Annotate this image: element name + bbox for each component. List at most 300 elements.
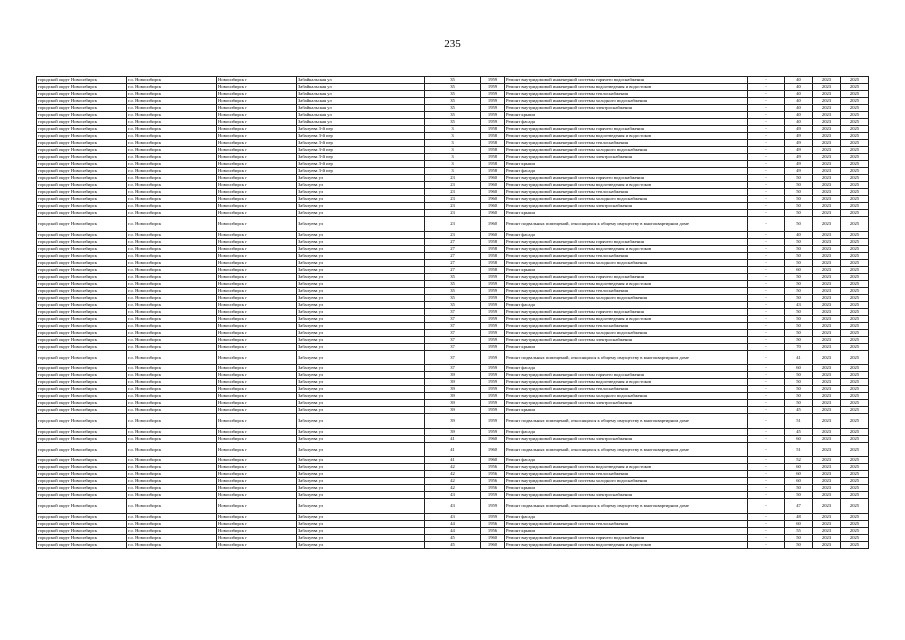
settlement-cell: Новосибирск г: [217, 464, 297, 471]
end-year-cell: 2025: [841, 336, 869, 343]
work-type-cell: Ремонт внутридомовой инженерной системы горячего водоснабжения: [505, 238, 748, 245]
settlement-cell: Новосибирск г: [217, 133, 297, 140]
cost-cell: 60: [785, 520, 813, 527]
build-year-cell: 1960: [481, 442, 505, 457]
end-year-cell: 2025: [841, 154, 869, 161]
municipality-cell: городской округ Новосибирск: [37, 238, 127, 245]
end-year-cell: 2025: [841, 343, 869, 350]
municipality-cell: городской округ Новосибирск: [37, 280, 127, 287]
street-cell: Забайкальская ул: [297, 98, 425, 105]
dash-cell: -: [748, 119, 785, 126]
dash-cell: -: [748, 259, 785, 266]
dash-cell: -: [748, 322, 785, 329]
street-cell: Забалуева ул: [297, 322, 425, 329]
house-number-cell: 43: [425, 513, 481, 520]
build-year-cell: 1959: [481, 308, 505, 315]
dash-cell: -: [748, 189, 785, 196]
municipality-cell: городской округ Новосибирск: [37, 154, 127, 161]
settlement-cell: Новосибирск г: [217, 91, 297, 98]
end-year-cell: 2025: [841, 435, 869, 442]
start-year-cell: 2023: [813, 471, 841, 478]
end-year-cell: 2025: [841, 400, 869, 407]
municipality-cell: городской округ Новосибирск: [37, 400, 127, 407]
house-number-cell: 23: [425, 189, 481, 196]
table-row: [37, 91, 869, 98]
end-year-cell: 2025: [841, 84, 869, 91]
end-year-cell: 2025: [841, 464, 869, 471]
settlement-cell: Новосибирск г: [217, 329, 297, 336]
work-type-cell: Ремонт внутридомовой инженерной системы горячего водоснабжения: [505, 372, 748, 379]
end-year-cell: 2025: [841, 442, 869, 457]
municipality-cell: городской округ Новосибирск: [37, 343, 127, 350]
house-number-cell: 27: [425, 259, 481, 266]
build-year-cell: 1960: [481, 175, 505, 182]
cost-cell: 49: [785, 133, 813, 140]
work-type-cell: Ремонт внутридомовой инженерной системы теплоснабжения: [505, 140, 748, 147]
district-cell: г.о. Новосибирск: [127, 499, 217, 514]
municipality-cell: городской округ Новосибирск: [37, 210, 127, 217]
settlement-cell: Новосибирск г: [217, 238, 297, 245]
settlement-cell: Новосибирск г: [217, 154, 297, 161]
district-cell: г.о. Новосибирск: [127, 464, 217, 471]
dash-cell: -: [748, 231, 785, 238]
cost-cell: 50: [785, 182, 813, 189]
cost-cell: 50: [785, 541, 813, 548]
work-type-cell: Ремонт внутридомовой инженерной системы водоотведения и водостоков: [505, 280, 748, 287]
cost-cell: 50: [785, 245, 813, 252]
end-year-cell: 2025: [841, 534, 869, 541]
dash-cell: -: [748, 161, 785, 168]
street-cell: Забалуева ул: [297, 259, 425, 266]
house-number-cell: 44: [425, 527, 481, 534]
work-type-cell: Ремонт внутридомовой инженерной системы электроснабжения: [505, 105, 748, 112]
end-year-cell: 2025: [841, 350, 869, 365]
start-year-cell: 2023: [813, 119, 841, 126]
work-type-cell: Ремонт внутридомовой инженерной системы холодного водоснабжения: [505, 393, 748, 400]
end-year-cell: 2025: [841, 259, 869, 266]
dash-cell: -: [748, 329, 785, 336]
district-cell: г.о. Новосибирск: [127, 315, 217, 322]
table-row: [37, 259, 869, 266]
municipality-cell: городской округ Новосибирск: [37, 245, 127, 252]
house-number-cell: 35: [425, 301, 481, 308]
municipality-cell: городской округ Новосибирск: [37, 350, 127, 365]
district-cell: г.о. Новосибирск: [127, 365, 217, 372]
settlement-cell: Новосибирск г: [217, 182, 297, 189]
settlement-cell: Новосибирск г: [217, 534, 297, 541]
dash-cell: -: [748, 126, 785, 133]
settlement-cell: Новосибирск г: [217, 259, 297, 266]
street-cell: Забалуева ул: [297, 478, 425, 485]
dash-cell: -: [748, 492, 785, 499]
end-year-cell: 2025: [841, 485, 869, 492]
district-cell: г.о. Новосибирск: [127, 147, 217, 154]
cost-cell: 50: [785, 336, 813, 343]
table-row: [37, 372, 869, 379]
end-year-cell: 2025: [841, 414, 869, 429]
house-number-cell: 23: [425, 203, 481, 210]
municipality-cell: городской округ Новосибирск: [37, 287, 127, 294]
house-number-cell: 23: [425, 231, 481, 238]
table-row: [37, 534, 869, 541]
work-type-cell: Ремонт внутридомовой инженерной системы холодного водоснабжения: [505, 329, 748, 336]
work-type-cell: Ремонт внутридомовой инженерной системы водоотведения и водостоков: [505, 379, 748, 386]
dash-cell: -: [748, 168, 785, 175]
end-year-cell: 2025: [841, 238, 869, 245]
cost-cell: 40: [785, 105, 813, 112]
district-cell: г.о. Новосибирск: [127, 301, 217, 308]
cost-cell: 50: [785, 492, 813, 499]
street-cell: Забайкальская ул: [297, 84, 425, 91]
municipality-cell: городской округ Новосибирск: [37, 196, 127, 203]
dash-cell: -: [748, 196, 785, 203]
house-number-cell: 35: [425, 84, 481, 91]
street-cell: Забалуева ул: [297, 393, 425, 400]
dash-cell: -: [748, 91, 785, 98]
house-number-cell: 23: [425, 217, 481, 232]
build-year-cell: 1959: [481, 400, 505, 407]
start-year-cell: 2023: [813, 350, 841, 365]
settlement-cell: Новосибирск г: [217, 119, 297, 126]
street-cell: Забалуева ул: [297, 492, 425, 499]
street-cell: Забалуева ул: [297, 203, 425, 210]
house-number-cell: 35: [425, 119, 481, 126]
end-year-cell: 2025: [841, 119, 869, 126]
street-cell: Забалуева ул: [297, 414, 425, 429]
street-cell: Забалуева ул: [297, 464, 425, 471]
district-cell: г.о. Новосибирск: [127, 322, 217, 329]
municipality-cell: городской округ Новосибирск: [37, 273, 127, 280]
start-year-cell: 2023: [813, 161, 841, 168]
end-year-cell: 2025: [841, 105, 869, 112]
settlement-cell: Новосибирск г: [217, 126, 297, 133]
street-cell: Забалуева ул: [297, 175, 425, 182]
start-year-cell: 2023: [813, 133, 841, 140]
build-year-cell: 1958: [481, 168, 505, 175]
work-type-cell: Ремонт внутридомовой инженерной системы горячего водоснабжения: [505, 273, 748, 280]
table-row: [37, 315, 869, 322]
cost-cell: 45: [785, 428, 813, 435]
build-year-cell: 1959: [481, 119, 505, 126]
street-cell: Забайкальская ул: [297, 77, 425, 84]
municipality-cell: городской округ Новосибирск: [37, 527, 127, 534]
build-year-cell: 1959: [481, 350, 505, 365]
municipality-cell: городской округ Новосибирск: [37, 499, 127, 514]
house-number-cell: 35: [425, 91, 481, 98]
start-year-cell: 2023: [813, 217, 841, 232]
street-cell: Забалуева ул: [297, 280, 425, 287]
house-number-cell: 37: [425, 322, 481, 329]
table-row: [37, 329, 869, 336]
dash-cell: -: [748, 343, 785, 350]
house-number-cell: 43: [425, 492, 481, 499]
end-year-cell: 2025: [841, 182, 869, 189]
build-year-cell: 1959: [481, 322, 505, 329]
municipality-cell: городской округ Новосибирск: [37, 365, 127, 372]
start-year-cell: 2023: [813, 210, 841, 217]
settlement-cell: Новосибирск г: [217, 485, 297, 492]
cost-cell: 50: [785, 210, 813, 217]
start-year-cell: 2023: [813, 98, 841, 105]
district-cell: г.о. Новосибирск: [127, 126, 217, 133]
municipality-cell: городской округ Новосибирск: [37, 471, 127, 478]
house-number-cell: 39: [425, 400, 481, 407]
district-cell: г.о. Новосибирск: [127, 98, 217, 105]
work-type-cell: Ремонт внутридомовой инженерной системы водоотведения и водостоков: [505, 84, 748, 91]
settlement-cell: Новосибирск г: [217, 365, 297, 372]
cost-cell: 50: [785, 372, 813, 379]
street-cell: Забалуева ул: [297, 252, 425, 259]
street-cell: Забалуева 3-й пер: [297, 161, 425, 168]
work-type-cell: Ремонт внутридомовой инженерной системы электроснабжения: [505, 203, 748, 210]
street-cell: Забалуева 3-й пер: [297, 154, 425, 161]
end-year-cell: 2025: [841, 231, 869, 238]
district-cell: г.о. Новосибирск: [127, 154, 217, 161]
build-year-cell: 1958: [481, 154, 505, 161]
district-cell: г.о. Новосибирск: [127, 84, 217, 91]
cost-cell: 40: [785, 231, 813, 238]
work-type-cell: Ремонт подвальных помещений, относящихся к общему имуществу в многоквартирном доме: [505, 442, 748, 457]
district-cell: г.о. Новосибирск: [127, 485, 217, 492]
start-year-cell: 2023: [813, 91, 841, 98]
settlement-cell: Новосибирск г: [217, 414, 297, 429]
district-cell: г.о. Новосибирск: [127, 393, 217, 400]
start-year-cell: 2023: [813, 189, 841, 196]
cost-cell: 50: [785, 287, 813, 294]
repair-schedule-sheet: [36, 76, 868, 549]
district-cell: г.о. Новосибирск: [127, 280, 217, 287]
settlement-cell: Новосибирск г: [217, 343, 297, 350]
end-year-cell: 2025: [841, 471, 869, 478]
cost-cell: 50: [785, 393, 813, 400]
settlement-cell: Новосибирск г: [217, 287, 297, 294]
district-cell: г.о. Новосибирск: [127, 372, 217, 379]
end-year-cell: 2025: [841, 379, 869, 386]
start-year-cell: 2023: [813, 322, 841, 329]
start-year-cell: 2023: [813, 266, 841, 273]
district-cell: г.о. Новосибирск: [127, 266, 217, 273]
work-type-cell: Ремонт фасада: [505, 365, 748, 372]
street-cell: Забалуева ул: [297, 428, 425, 435]
dash-cell: -: [748, 98, 785, 105]
dash-cell: -: [748, 238, 785, 245]
municipality-cell: городской округ Новосибирск: [37, 534, 127, 541]
start-year-cell: 2023: [813, 168, 841, 175]
work-type-cell: Ремонт фасада: [505, 428, 748, 435]
street-cell: Забалуева 3-й пер: [297, 147, 425, 154]
table-row: [37, 98, 869, 105]
street-cell: Забалуева ул: [297, 301, 425, 308]
build-year-cell: 1959: [481, 287, 505, 294]
district-cell: г.о. Новосибирск: [127, 91, 217, 98]
cost-cell: 50: [785, 175, 813, 182]
dash-cell: -: [748, 112, 785, 119]
street-cell: Забалуева ул: [297, 365, 425, 372]
build-year-cell: 1960: [481, 217, 505, 232]
house-number-cell: 41: [425, 435, 481, 442]
end-year-cell: 2025: [841, 287, 869, 294]
work-type-cell: Ремонт внутридомовой инженерной системы электроснабжения: [505, 400, 748, 407]
dash-cell: -: [748, 315, 785, 322]
table-row: [37, 457, 869, 464]
street-cell: Забалуева ул: [297, 499, 425, 514]
end-year-cell: 2025: [841, 217, 869, 232]
build-year-cell: 1956: [481, 520, 505, 527]
house-number-cell: 35: [425, 294, 481, 301]
work-type-cell: Ремонт внутридомовой инженерной системы водоотведения и водостоков: [505, 464, 748, 471]
municipality-cell: городской округ Новосибирск: [37, 231, 127, 238]
dash-cell: -: [748, 308, 785, 315]
build-year-cell: 1959: [481, 513, 505, 520]
build-year-cell: 1960: [481, 534, 505, 541]
settlement-cell: Новосибирск г: [217, 442, 297, 457]
house-number-cell: 3: [425, 154, 481, 161]
cost-cell: 40: [785, 91, 813, 98]
table-row: [37, 168, 869, 175]
work-type-cell: Ремонт подвальных помещений, относящихся к общему имуществу в многоквартирном доме: [505, 499, 748, 514]
build-year-cell: 1959: [481, 294, 505, 301]
dash-cell: -: [748, 140, 785, 147]
start-year-cell: 2023: [813, 259, 841, 266]
district-cell: г.о. Новосибирск: [127, 259, 217, 266]
end-year-cell: 2025: [841, 210, 869, 217]
street-cell: Забалуева ул: [297, 217, 425, 232]
street-cell: Забалуева ул: [297, 350, 425, 365]
street-cell: Забайкальская ул: [297, 91, 425, 98]
municipality-cell: городской округ Новосибирск: [37, 161, 127, 168]
municipality-cell: городской округ Новосибирск: [37, 492, 127, 499]
table-row: [37, 140, 869, 147]
district-cell: г.о. Новосибирск: [127, 210, 217, 217]
street-cell: Забалуева 3-й пер: [297, 168, 425, 175]
cost-cell: 55: [785, 527, 813, 534]
work-type-cell: Ремонт внутридомовой инженерной системы холодного водоснабжения: [505, 98, 748, 105]
table-row: [37, 154, 869, 161]
municipality-cell: городской округ Новосибирск: [37, 329, 127, 336]
municipality-cell: городской округ Новосибирск: [37, 322, 127, 329]
house-number-cell: 23: [425, 210, 481, 217]
work-type-cell: Ремонт внутридомовой инженерной системы теплоснабжения: [505, 386, 748, 393]
street-cell: Забалуева ул: [297, 287, 425, 294]
table-row: [37, 77, 869, 84]
municipality-cell: городской округ Новосибирск: [37, 77, 127, 84]
build-year-cell: 1958: [481, 266, 505, 273]
work-type-cell: Ремонт внутридомовой инженерной системы электроснабжения: [505, 492, 748, 499]
table-row: [37, 400, 869, 407]
dash-cell: -: [748, 499, 785, 514]
end-year-cell: 2025: [841, 175, 869, 182]
district-cell: г.о. Новосибирск: [127, 541, 217, 548]
table-row: [37, 294, 869, 301]
municipality-cell: городской округ Новосибирск: [37, 252, 127, 259]
settlement-cell: Новосибирск г: [217, 336, 297, 343]
start-year-cell: 2023: [813, 428, 841, 435]
municipality-cell: городской округ Новосибирск: [37, 386, 127, 393]
start-year-cell: 2023: [813, 77, 841, 84]
build-year-cell: 1959: [481, 84, 505, 91]
municipality-cell: городской округ Новосибирск: [37, 294, 127, 301]
work-type-cell: Ремонт внутридомовой инженерной системы теплоснабжения: [505, 287, 748, 294]
work-type-cell: Ремонт фасада: [505, 301, 748, 308]
street-cell: Забалуева ул: [297, 435, 425, 442]
cost-cell: 50: [785, 379, 813, 386]
district-cell: г.о. Новосибирск: [127, 471, 217, 478]
end-year-cell: 2025: [841, 478, 869, 485]
work-type-cell: Ремонт внутридомовой инженерной системы водоотведения и водостоков: [505, 245, 748, 252]
house-number-cell: 23: [425, 196, 481, 203]
work-type-cell: Ремонт крыши: [505, 161, 748, 168]
district-cell: г.о. Новосибирск: [127, 435, 217, 442]
start-year-cell: 2023: [813, 280, 841, 287]
dash-cell: -: [748, 147, 785, 154]
dash-cell: -: [748, 301, 785, 308]
dash-cell: -: [748, 133, 785, 140]
dash-cell: -: [748, 203, 785, 210]
build-year-cell: 1959: [481, 499, 505, 514]
cost-cell: 41: [785, 350, 813, 365]
cost-cell: 50: [785, 294, 813, 301]
street-cell: Забалуева ул: [297, 238, 425, 245]
build-year-cell: 1960: [481, 203, 505, 210]
build-year-cell: 1958: [481, 126, 505, 133]
municipality-cell: городской округ Новосибирск: [37, 147, 127, 154]
house-number-cell: 39: [425, 372, 481, 379]
house-number-cell: 37: [425, 350, 481, 365]
table-row: [37, 112, 869, 119]
district-cell: г.о. Новосибирск: [127, 457, 217, 464]
work-type-cell: Ремонт внутридомовой инженерной системы теплоснабжения: [505, 322, 748, 329]
street-cell: Забайкальская ул: [297, 112, 425, 119]
cost-cell: 49: [785, 154, 813, 161]
table-row: [37, 196, 869, 203]
dash-cell: -: [748, 457, 785, 464]
table-row: [37, 280, 869, 287]
settlement-cell: Новосибирск г: [217, 492, 297, 499]
house-number-cell: 37: [425, 308, 481, 315]
build-year-cell: 1960: [481, 196, 505, 203]
table-row: [37, 527, 869, 534]
municipality-cell: городской округ Новосибирск: [37, 119, 127, 126]
district-cell: г.о. Новосибирск: [127, 379, 217, 386]
district-cell: г.о. Новосибирск: [127, 175, 217, 182]
build-year-cell: 1958: [481, 133, 505, 140]
municipality-cell: городской округ Новосибирск: [37, 485, 127, 492]
end-year-cell: 2025: [841, 126, 869, 133]
house-number-cell: 39: [425, 407, 481, 414]
district-cell: г.о. Новосибирск: [127, 112, 217, 119]
cost-cell: 40: [785, 98, 813, 105]
settlement-cell: Новосибирск г: [217, 315, 297, 322]
table-row: [37, 175, 869, 182]
settlement-cell: Новосибирск г: [217, 168, 297, 175]
house-number-cell: 35: [425, 280, 481, 287]
district-cell: г.о. Новосибирск: [127, 161, 217, 168]
house-number-cell: 39: [425, 414, 481, 429]
district-cell: г.о. Новосибирск: [127, 105, 217, 112]
start-year-cell: 2023: [813, 478, 841, 485]
work-type-cell: Ремонт внутридомовой инженерной системы горячего водоснабжения: [505, 175, 748, 182]
end-year-cell: 2025: [841, 252, 869, 259]
work-type-cell: Ремонт внутридомовой инженерной системы электроснабжения: [505, 435, 748, 442]
work-type-cell: Ремонт внутридомовой инженерной системы горячего водоснабжения: [505, 77, 748, 84]
house-number-cell: 3: [425, 126, 481, 133]
start-year-cell: 2023: [813, 336, 841, 343]
house-number-cell: 3: [425, 161, 481, 168]
build-year-cell: 1959: [481, 414, 505, 429]
table-row: [37, 119, 869, 126]
municipality-cell: городской округ Новосибирск: [37, 520, 127, 527]
municipality-cell: городской округ Новосибирск: [37, 541, 127, 548]
